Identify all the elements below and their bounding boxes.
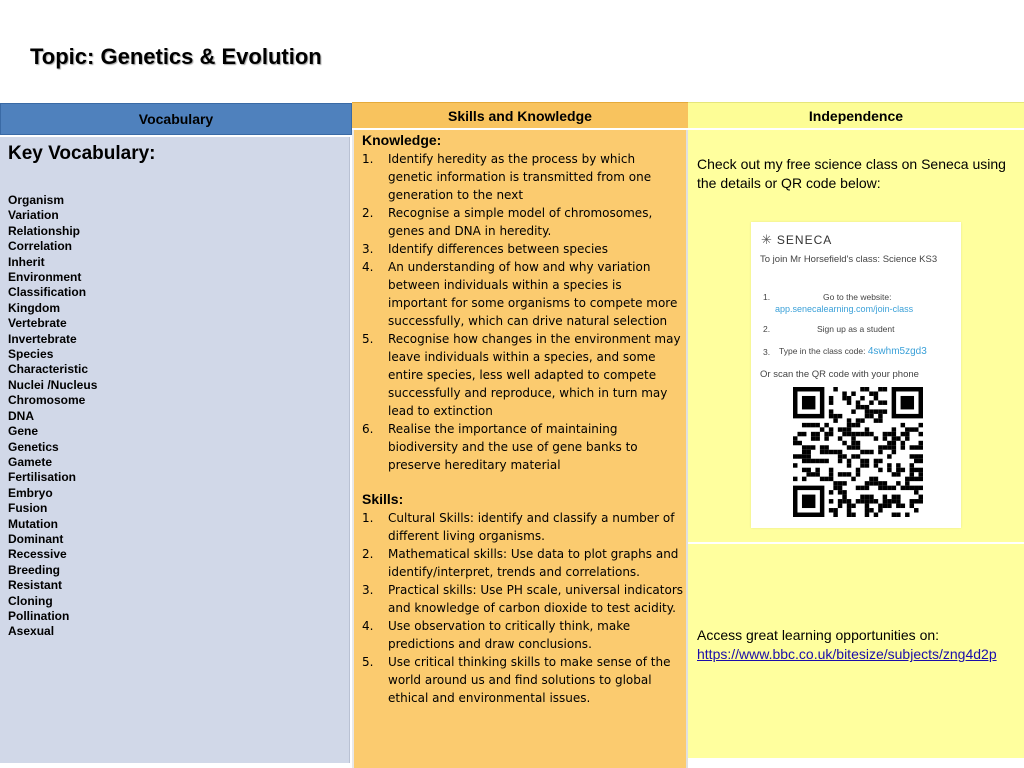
vocabulary-word: Mutation — [8, 516, 58, 531]
bbc-bitesize-link[interactable]: https://www.bbc.co.uk/bitesize/subjects/zng4d2p — [697, 646, 997, 662]
skills-item-number: 2. — [362, 547, 374, 561]
step-1-number: 1. — [763, 292, 771, 302]
vocabulary-word: Fertilisation — [8, 470, 77, 485]
knowledge-item-line: An understanding of how and why variation — [388, 260, 651, 274]
skills-label: Skills: — [362, 491, 404, 507]
knowledge-item — [362, 258, 684, 330]
skills-item-line: and knowledge of carbon dioxide to test acidity. — [388, 601, 676, 615]
knowledge-item-line: successfully, which can drive natural selection — [388, 314, 668, 328]
seneca-star-icon: ✳ — [761, 232, 773, 247]
vocabulary-word: Dominant — [8, 531, 64, 546]
seneca-join-url[interactable]: app.senecalearning.com/join-class — [775, 304, 914, 314]
knowledge-item-line: important for some organisms to compete more — [388, 296, 678, 310]
knowledge-item-line: genes and DNA in heredity. — [388, 224, 552, 238]
skills-item-number: 5. — [362, 655, 374, 669]
vocabulary-word: Resistant — [8, 578, 63, 593]
skills-item — [362, 653, 684, 707]
vocabulary-word: Invertebrate — [8, 331, 77, 346]
vocabulary-word: Correlation — [8, 239, 73, 254]
vocabulary-word: Recessive — [8, 547, 67, 562]
knowledge-item-number: 2. — [362, 206, 374, 220]
knowledge-item-line: Realise the importance of maintaining — [388, 422, 618, 436]
bbc-intro: Access great learning opportunities on: — [697, 627, 940, 643]
vocabulary-word: Relationship — [8, 223, 81, 238]
knowledge-item-number: 4. — [362, 260, 374, 274]
skills-item-number: 3. — [362, 583, 374, 597]
vocabulary-word: Environment — [8, 270, 82, 285]
knowledge-item-line: generation to the next — [388, 188, 524, 202]
seneca-scan-text: Or scan the QR code with your phone — [760, 369, 919, 380]
page-title: Topic: Genetics & Evolution — [30, 44, 322, 69]
skills-item-line: world around us and find solutions to global — [388, 673, 652, 687]
vocabulary-word: Organism — [8, 193, 65, 207]
knowledge-item — [362, 150, 684, 204]
skills-item-line: Mathematical skills: Use data to plot graphs and — [388, 547, 679, 561]
skills-item-number: 1. — [362, 511, 374, 525]
vocabulary-word: Breeding — [8, 562, 61, 577]
qr-code-icon[interactable] — [793, 387, 923, 517]
skills-list — [362, 509, 684, 707]
skills-item — [362, 617, 684, 653]
knowledge-item-number: 5. — [362, 332, 374, 346]
independence-header: Independence — [688, 102, 1024, 128]
vocabulary-word: Characteristic — [8, 362, 89, 377]
independence-column — [688, 102, 1024, 768]
vocabulary-list — [8, 193, 97, 640]
skills-item-line: Use observation to critically think, make — [388, 619, 631, 633]
knowledge-item-line: Recognise a simple model of chromosomes, — [388, 206, 653, 220]
knowledge-item-number: 1. — [362, 152, 374, 166]
vocabulary-word: Vertebrate — [8, 316, 67, 331]
skills-item — [362, 545, 684, 581]
vocabulary-word: Inherit — [8, 254, 45, 269]
step-2-number: 2. — [763, 324, 771, 334]
skills-item-line: identify/interpret, trends and correlations. — [388, 565, 640, 579]
knowledge-item — [362, 240, 684, 258]
knowledge-item-line: between individuals within a species is — [388, 278, 622, 292]
knowledge-item-line: Recognise how changes in the environment may — [388, 332, 681, 346]
vocabulary-word: Asexual — [8, 624, 55, 639]
vocabulary-word: DNA — [8, 408, 34, 423]
skills-item-line: Practical skills: Use PH scale, universal indicators — [388, 583, 684, 597]
vocabulary-word: Genetics — [8, 439, 59, 454]
skills-item-number: 4. — [362, 619, 374, 633]
step-2-text: Sign up as a student — [817, 324, 895, 334]
skills-item-line: Use critical thinking skills to make sense of the — [388, 655, 671, 669]
knowledge-item-line: successfully and reproduce, which in turn may — [388, 386, 668, 400]
skills-item — [362, 509, 684, 545]
seneca-panel — [688, 130, 1024, 542]
seneca-join-text: To join Mr Horsefield's class: Science KS3 — [760, 254, 938, 265]
vocabulary-word: Fusion — [8, 501, 48, 516]
bbc-panel — [688, 544, 1024, 758]
skills-item — [362, 581, 684, 617]
skills-item-line: predictions and draw conclusions. — [388, 637, 592, 651]
knowledge-item — [362, 420, 684, 474]
vocabulary-word: Variation — [8, 208, 59, 223]
knowledge-item-line: entire species, less well adapted to compete — [388, 368, 657, 382]
knowledge-item-line: lead to extinction — [388, 404, 493, 418]
knowledge-item-line: preserve hereditary material — [388, 458, 561, 472]
skills-item-line: Cultural Skills: identify and classify a number of — [388, 511, 675, 525]
knowledge-item-line: genetic information is transmitted from one — [388, 170, 652, 184]
knowledge-item-line: Identify heredity as the process by which — [388, 152, 636, 166]
vocabulary-word: Chromosome — [8, 393, 86, 408]
skills-header: Skills and Knowledge — [352, 102, 688, 128]
vocabulary-header: Vocabulary — [0, 103, 352, 135]
vocabulary-word: Pollination — [8, 608, 70, 623]
skills-column — [352, 102, 688, 768]
knowledge-item — [362, 204, 684, 240]
knowledge-item-line: biodiversity and the use of gene banks to — [388, 440, 638, 454]
vocabulary-panel — [0, 137, 350, 763]
knowledge-list — [362, 150, 684, 474]
seneca-card — [751, 222, 961, 528]
vocabulary-word: Classification — [8, 285, 87, 300]
knowledge-item-line: leave individuals within a species, and some — [388, 350, 656, 364]
knowledge-item-number: 3. — [362, 242, 374, 256]
vocabulary-word: Gamete — [8, 454, 53, 469]
vocabulary-word: Gene — [8, 424, 39, 439]
knowledge-item-line: Identify differences between species — [388, 242, 608, 256]
vocabulary-word: Species — [8, 347, 54, 362]
knowledge-item-number: 6. — [362, 422, 374, 436]
class-code: 4swhm5zgd3 — [867, 346, 927, 357]
step-1-text: Go to the website: — [823, 292, 892, 302]
vocabulary-word: Nuclei /Nucleus — [8, 377, 98, 392]
vocabulary-word: Kingdom — [8, 300, 60, 315]
vocabulary-word: Cloning — [8, 593, 53, 608]
seneca-logo: ✳ SENECA — [761, 232, 833, 247]
vocabulary-word: Embryo — [8, 485, 53, 500]
step-3-text: Type in the class code: 4swhm5zgd3 — [779, 346, 927, 357]
vocabulary-column — [0, 100, 352, 768]
skills-item-line: ethical and environmental issues. — [388, 691, 591, 705]
seneca-intro: Check out my free science class on Seneca using the details or QR code below: — [697, 156, 1006, 191]
key-vocabulary-heading: Key Vocabulary: — [8, 143, 156, 164]
skills-panel — [352, 130, 688, 768]
knowledge-label: Knowledge: — [362, 132, 442, 148]
skills-item-line: different living organisms. — [388, 529, 545, 543]
step-3-number: 3. — [763, 347, 771, 357]
knowledge-item — [362, 330, 684, 420]
